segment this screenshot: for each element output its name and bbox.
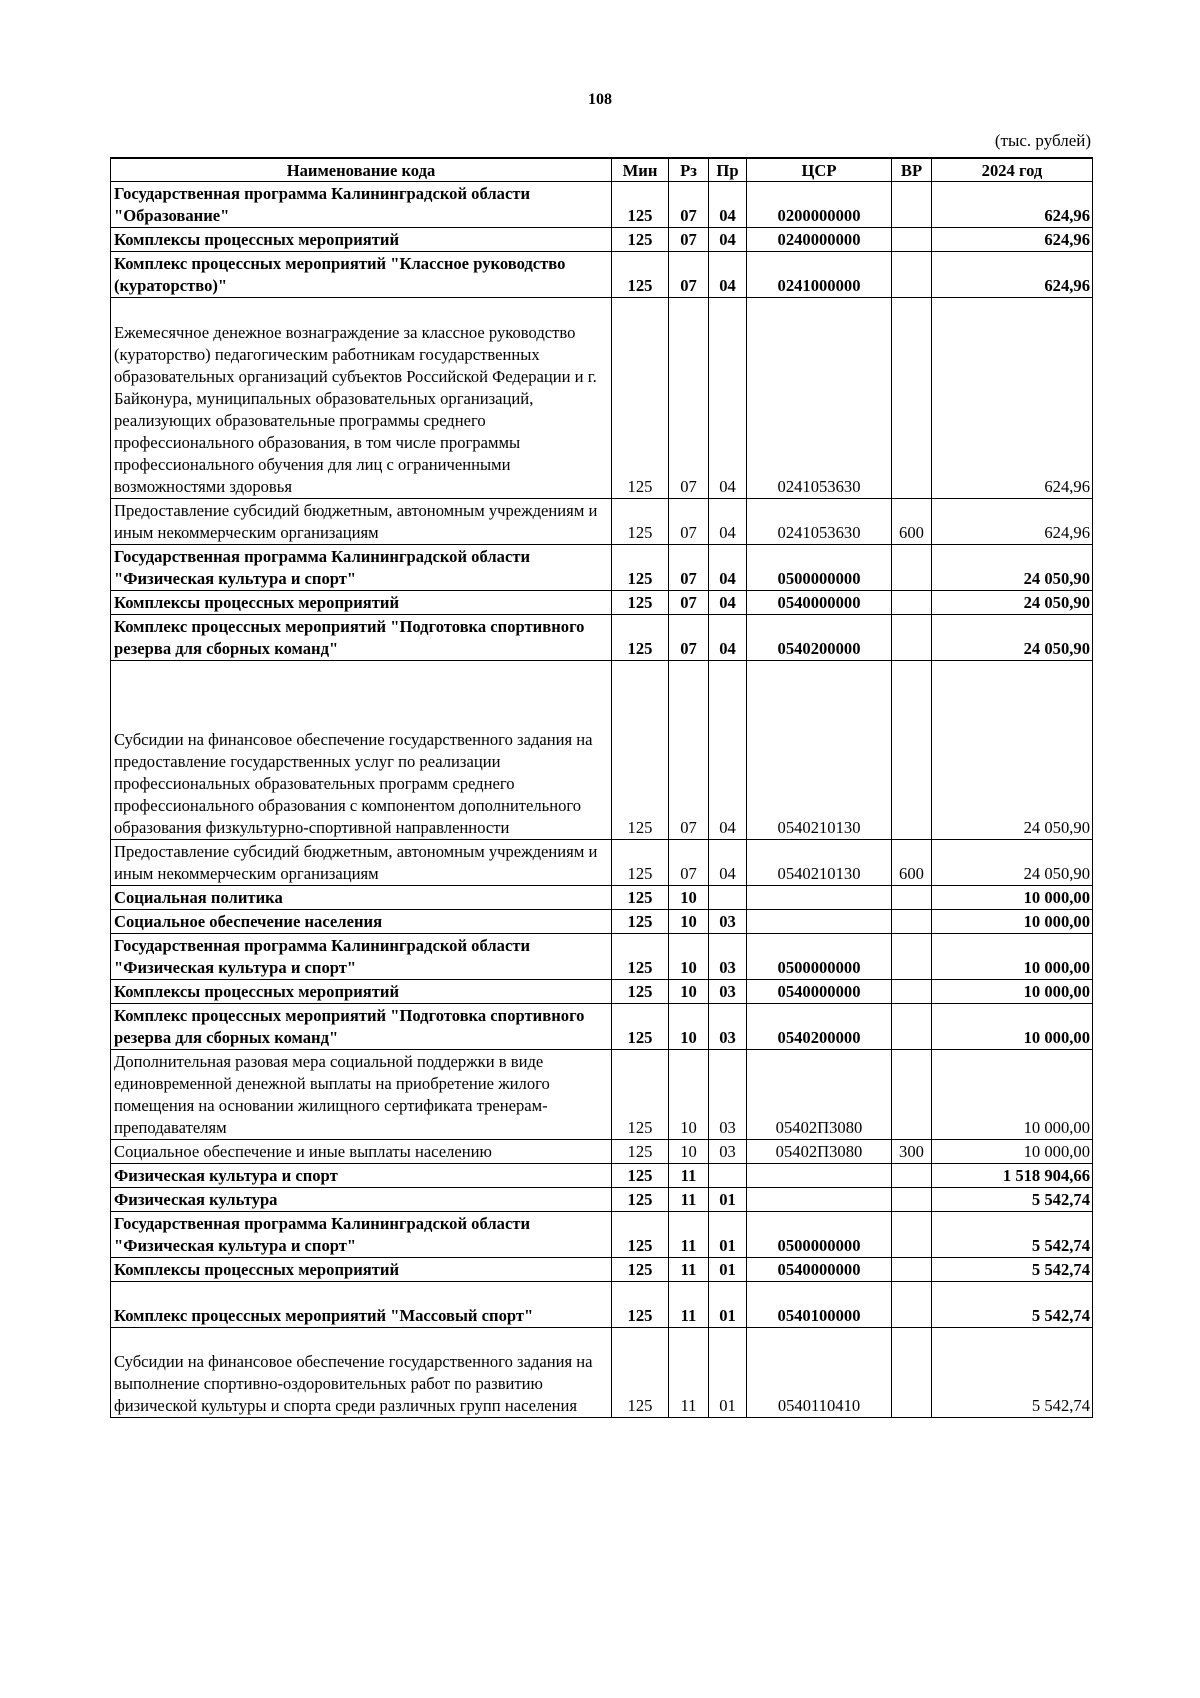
row-name-cell: Предоставление субсидий бюджетным, автономным учреждениям и иным некоммерческим организациям (111, 499, 612, 545)
row-csr-cell: 0540110410 (747, 1328, 892, 1418)
row-min-cell: 125 (612, 1212, 669, 1258)
table-row (111, 499, 1093, 545)
header-vr: ВР (892, 158, 932, 182)
row-csr-cell: 0540100000 (747, 1282, 892, 1328)
units-label: (тыс. рублей) (994, 131, 1091, 150)
row-rz-cell: 11 (669, 1258, 709, 1282)
row-min-cell: 125 (612, 591, 669, 615)
row-amount-cell: 624,96 (932, 499, 1093, 545)
row-amount-cell: 624,96 (932, 298, 1093, 499)
row-name-cell: Государственная программа Калининградской области "Физическая культура и спорт" (111, 545, 612, 591)
row-vr-cell (892, 1188, 932, 1212)
table-row (111, 1140, 1093, 1164)
row-csr-cell: 0540200000 (747, 1004, 892, 1050)
row-pr-cell: 01 (709, 1328, 747, 1418)
row-min-cell: 125 (612, 910, 669, 934)
table-row (111, 1004, 1093, 1050)
row-rz-cell: 10 (669, 910, 709, 934)
row-rz-cell: 07 (669, 591, 709, 615)
row-pr-cell: 03 (709, 1140, 747, 1164)
row-min-cell: 125 (612, 228, 669, 252)
row-name-cell: Комплекс процессных мероприятий "Массовый спорт" (111, 1282, 612, 1328)
row-pr-cell: 01 (709, 1282, 747, 1328)
row-min-cell: 125 (612, 1328, 669, 1418)
row-rz-cell: 11 (669, 1328, 709, 1418)
row-name-cell: Комплекс процессных мероприятий "Подготовка спортивного резерва для сборных команд" (111, 1004, 612, 1050)
row-min-cell: 125 (612, 499, 669, 545)
row-csr-cell: 0500000000 (747, 1212, 892, 1258)
row-rz-cell: 10 (669, 1050, 709, 1140)
row-pr-cell: 01 (709, 1212, 747, 1258)
row-pr-cell: 04 (709, 545, 747, 591)
header-year: 2024 год (932, 158, 1093, 182)
row-min-cell: 125 (612, 661, 669, 840)
row-vr-cell: 600 (892, 499, 932, 545)
row-amount-cell: 624,96 (932, 228, 1093, 252)
row-csr-cell: 0240000000 (747, 228, 892, 252)
row-min-cell: 125 (612, 1258, 669, 1282)
row-amount-cell: 1 518 904,66 (932, 1164, 1093, 1188)
row-name-cell: Физическая культура и спорт (111, 1164, 612, 1188)
row-rz-cell: 10 (669, 934, 709, 980)
row-vr-cell (892, 910, 932, 934)
row-vr-cell (892, 1050, 932, 1140)
row-min-cell: 125 (612, 252, 669, 298)
row-rz-cell: 10 (669, 1140, 709, 1164)
header-pr: Пр (709, 158, 747, 182)
page-number: 108 (588, 91, 612, 108)
row-name-cell: Государственная программа Калининградской области "Физическая культура и спорт" (111, 934, 612, 980)
row-amount-cell: 5 542,74 (932, 1282, 1093, 1328)
row-vr-cell (892, 252, 932, 298)
row-rz-cell: 07 (669, 252, 709, 298)
row-name-cell: Социальное обеспечение населения (111, 910, 612, 934)
row-min-cell: 125 (612, 1050, 669, 1140)
row-name-cell: Государственная программа Калининградской области "Физическая культура и спорт" (111, 1212, 612, 1258)
row-min-cell: 125 (612, 886, 669, 910)
table-row (111, 934, 1093, 980)
row-vr-cell (892, 1004, 932, 1050)
table-row (111, 1282, 1093, 1328)
row-pr-cell (709, 1164, 747, 1188)
row-amount-cell: 10 000,00 (932, 1050, 1093, 1140)
row-pr-cell: 04 (709, 591, 747, 615)
row-csr-cell (747, 1188, 892, 1212)
row-csr-cell: 0540210130 (747, 840, 892, 886)
row-name-cell: Физическая культура (111, 1188, 612, 1212)
row-amount-cell: 24 050,90 (932, 615, 1093, 661)
table-row (111, 1212, 1093, 1258)
row-name-cell: Социальное обеспечение и иные выплаты населению (111, 1140, 612, 1164)
row-min-cell: 125 (612, 1004, 669, 1050)
row-amount-cell: 5 542,74 (932, 1212, 1093, 1258)
row-rz-cell: 07 (669, 298, 709, 499)
row-csr-cell (747, 910, 892, 934)
row-name-cell: Комплекс процессных мероприятий "Подготовка спортивного резерва для сборных команд" (111, 615, 612, 661)
row-pr-cell: 04 (709, 252, 747, 298)
row-amount-cell: 10 000,00 (932, 934, 1093, 980)
row-csr-cell: 0540210130 (747, 661, 892, 840)
row-name-cell: Ежемесячное денежное вознаграждение за классное руководство (кураторство) педагогическим работникам государственных образовательных организаций субъектов Российской Федерации и г. Байконура, муниципальных образовательных организаций, реализующих образовательные программы среднего профессионального образования, в том числе программы профессионального обучения для лиц с ограниченными возможностями здоровья (111, 298, 612, 499)
row-name-cell: Субсидии на финансовое обеспечение государственного задания на выполнение спортивно-оздоровительных работ по развитию физической культуры и спорта среди различных групп населения (111, 1328, 612, 1418)
table-row (111, 910, 1093, 934)
row-rz-cell: 11 (669, 1212, 709, 1258)
row-vr-cell (892, 615, 932, 661)
row-rz-cell: 10 (669, 886, 709, 910)
budget-table (110, 157, 1093, 1418)
row-vr-cell (892, 591, 932, 615)
row-csr-cell: 0540200000 (747, 615, 892, 661)
row-min-cell: 125 (612, 182, 669, 228)
row-name-cell: Комплексы процессных мероприятий (111, 980, 612, 1004)
row-vr-cell (892, 886, 932, 910)
row-rz-cell: 11 (669, 1164, 709, 1188)
row-vr-cell (892, 545, 932, 591)
row-rz-cell: 11 (669, 1188, 709, 1212)
row-rz-cell: 07 (669, 840, 709, 886)
row-vr-cell (892, 1328, 932, 1418)
row-pr-cell: 04 (709, 228, 747, 252)
header-rz: Рз (669, 158, 709, 182)
table-header-row (111, 158, 1093, 182)
table-row (111, 1050, 1093, 1140)
row-amount-cell: 24 050,90 (932, 545, 1093, 591)
row-min-cell: 125 (612, 1164, 669, 1188)
row-name-cell: Субсидии на финансовое обеспечение государственного задания на предоставление государственных услуг по реализации профессиональных образовательных программ среднего профессионального образования с компонентом дополнительного образования физкультурно-спортивной направленности (111, 661, 612, 840)
row-pr-cell: 04 (709, 615, 747, 661)
row-rz-cell: 07 (669, 545, 709, 591)
row-pr-cell: 04 (709, 661, 747, 840)
row-name-cell: Комплексы процессных мероприятий (111, 1258, 612, 1282)
row-vr-cell: 600 (892, 840, 932, 886)
row-vr-cell (892, 1282, 932, 1328)
table-row (111, 228, 1093, 252)
row-pr-cell: 03 (709, 980, 747, 1004)
table-body (111, 182, 1093, 1418)
row-pr-cell: 04 (709, 182, 747, 228)
row-pr-cell: 03 (709, 1050, 747, 1140)
row-amount-cell: 24 050,90 (932, 591, 1093, 615)
row-name-cell: Дополнительная разовая мера социальной поддержки в виде единовременной денежной выплаты на приобретение жилого помещения на основании жилищного сертификата тренерам-преподавателям (111, 1050, 612, 1140)
row-amount-cell: 24 050,90 (932, 840, 1093, 886)
table-row (111, 1258, 1093, 1282)
row-csr-cell: 0500000000 (747, 934, 892, 980)
row-csr-cell: 0241053630 (747, 499, 892, 545)
table-row (111, 661, 1093, 840)
row-pr-cell: 04 (709, 499, 747, 545)
row-rz-cell: 11 (669, 1282, 709, 1328)
row-min-cell: 125 (612, 1188, 669, 1212)
row-pr-cell: 01 (709, 1258, 747, 1282)
row-rz-cell: 07 (669, 182, 709, 228)
row-csr-cell (747, 1164, 892, 1188)
row-csr-cell: 0500000000 (747, 545, 892, 591)
row-csr-cell: 0241053630 (747, 298, 892, 499)
row-min-cell: 125 (612, 1140, 669, 1164)
row-vr-cell (892, 661, 932, 840)
header-min: Мин (612, 158, 669, 182)
table-row (111, 1164, 1093, 1188)
row-amount-cell: 10 000,00 (932, 910, 1093, 934)
row-pr-cell: 03 (709, 910, 747, 934)
table-row (111, 591, 1093, 615)
header-name: Наименование кода (111, 158, 612, 182)
table-row (111, 298, 1093, 499)
row-amount-cell: 5 542,74 (932, 1258, 1093, 1282)
table-row (111, 1188, 1093, 1212)
table-row (111, 615, 1093, 661)
row-min-cell: 125 (612, 298, 669, 499)
row-pr-cell: 03 (709, 934, 747, 980)
table-row (111, 886, 1093, 910)
row-amount-cell: 24 050,90 (932, 661, 1093, 840)
row-vr-cell (892, 980, 932, 1004)
row-pr-cell: 04 (709, 840, 747, 886)
row-name-cell: Предоставление субсидий бюджетным, автономным учреждениям и иным некоммерческим организациям (111, 840, 612, 886)
table-row (111, 980, 1093, 1004)
row-csr-cell: 05402П3080 (747, 1050, 892, 1140)
table-row (111, 840, 1093, 886)
row-vr-cell (892, 934, 932, 980)
row-csr-cell (747, 886, 892, 910)
row-vr-cell (892, 298, 932, 499)
row-amount-cell: 624,96 (932, 182, 1093, 228)
row-vr-cell (892, 228, 932, 252)
row-rz-cell: 07 (669, 228, 709, 252)
row-rz-cell: 07 (669, 615, 709, 661)
row-min-cell: 125 (612, 934, 669, 980)
row-min-cell: 125 (612, 545, 669, 591)
table-row (111, 182, 1093, 228)
row-pr-cell: 01 (709, 1188, 747, 1212)
row-min-cell: 125 (612, 980, 669, 1004)
row-min-cell: 125 (612, 1282, 669, 1328)
row-csr-cell: 0540000000 (747, 591, 892, 615)
row-csr-cell: 05402П3080 (747, 1140, 892, 1164)
row-vr-cell (892, 1258, 932, 1282)
row-name-cell: Государственная программа Калининградской области "Образование" (111, 182, 612, 228)
row-name-cell: Комплексы процессных мероприятий (111, 228, 612, 252)
row-csr-cell: 0241000000 (747, 252, 892, 298)
row-csr-cell: 0540000000 (747, 1258, 892, 1282)
row-amount-cell: 10 000,00 (932, 1140, 1093, 1164)
table-row (111, 545, 1093, 591)
row-amount-cell: 10 000,00 (932, 1004, 1093, 1050)
row-name-cell: Комплексы процессных мероприятий (111, 591, 612, 615)
row-amount-cell: 10 000,00 (932, 980, 1093, 1004)
row-rz-cell: 07 (669, 661, 709, 840)
row-vr-cell: 300 (892, 1140, 932, 1164)
row-pr-cell (709, 886, 747, 910)
row-vr-cell (892, 182, 932, 228)
row-min-cell: 125 (612, 615, 669, 661)
row-rz-cell: 10 (669, 980, 709, 1004)
table-row (111, 252, 1093, 298)
row-pr-cell: 03 (709, 1004, 747, 1050)
row-vr-cell (892, 1212, 932, 1258)
table-row (111, 1328, 1093, 1418)
row-rz-cell: 10 (669, 1004, 709, 1050)
row-csr-cell: 0200000000 (747, 182, 892, 228)
row-csr-cell: 0540000000 (747, 980, 892, 1004)
row-rz-cell: 07 (669, 499, 709, 545)
header-csr: ЦСР (747, 158, 892, 182)
row-name-cell: Социальная политика (111, 886, 612, 910)
row-name-cell: Комплекс процессных мероприятий "Классное руководство (кураторство)" (111, 252, 612, 298)
row-amount-cell: 5 542,74 (932, 1328, 1093, 1418)
row-amount-cell: 624,96 (932, 252, 1093, 298)
row-amount-cell: 5 542,74 (932, 1188, 1093, 1212)
row-vr-cell (892, 1164, 932, 1188)
row-pr-cell: 04 (709, 298, 747, 499)
row-amount-cell: 10 000,00 (932, 886, 1093, 910)
row-min-cell: 125 (612, 840, 669, 886)
